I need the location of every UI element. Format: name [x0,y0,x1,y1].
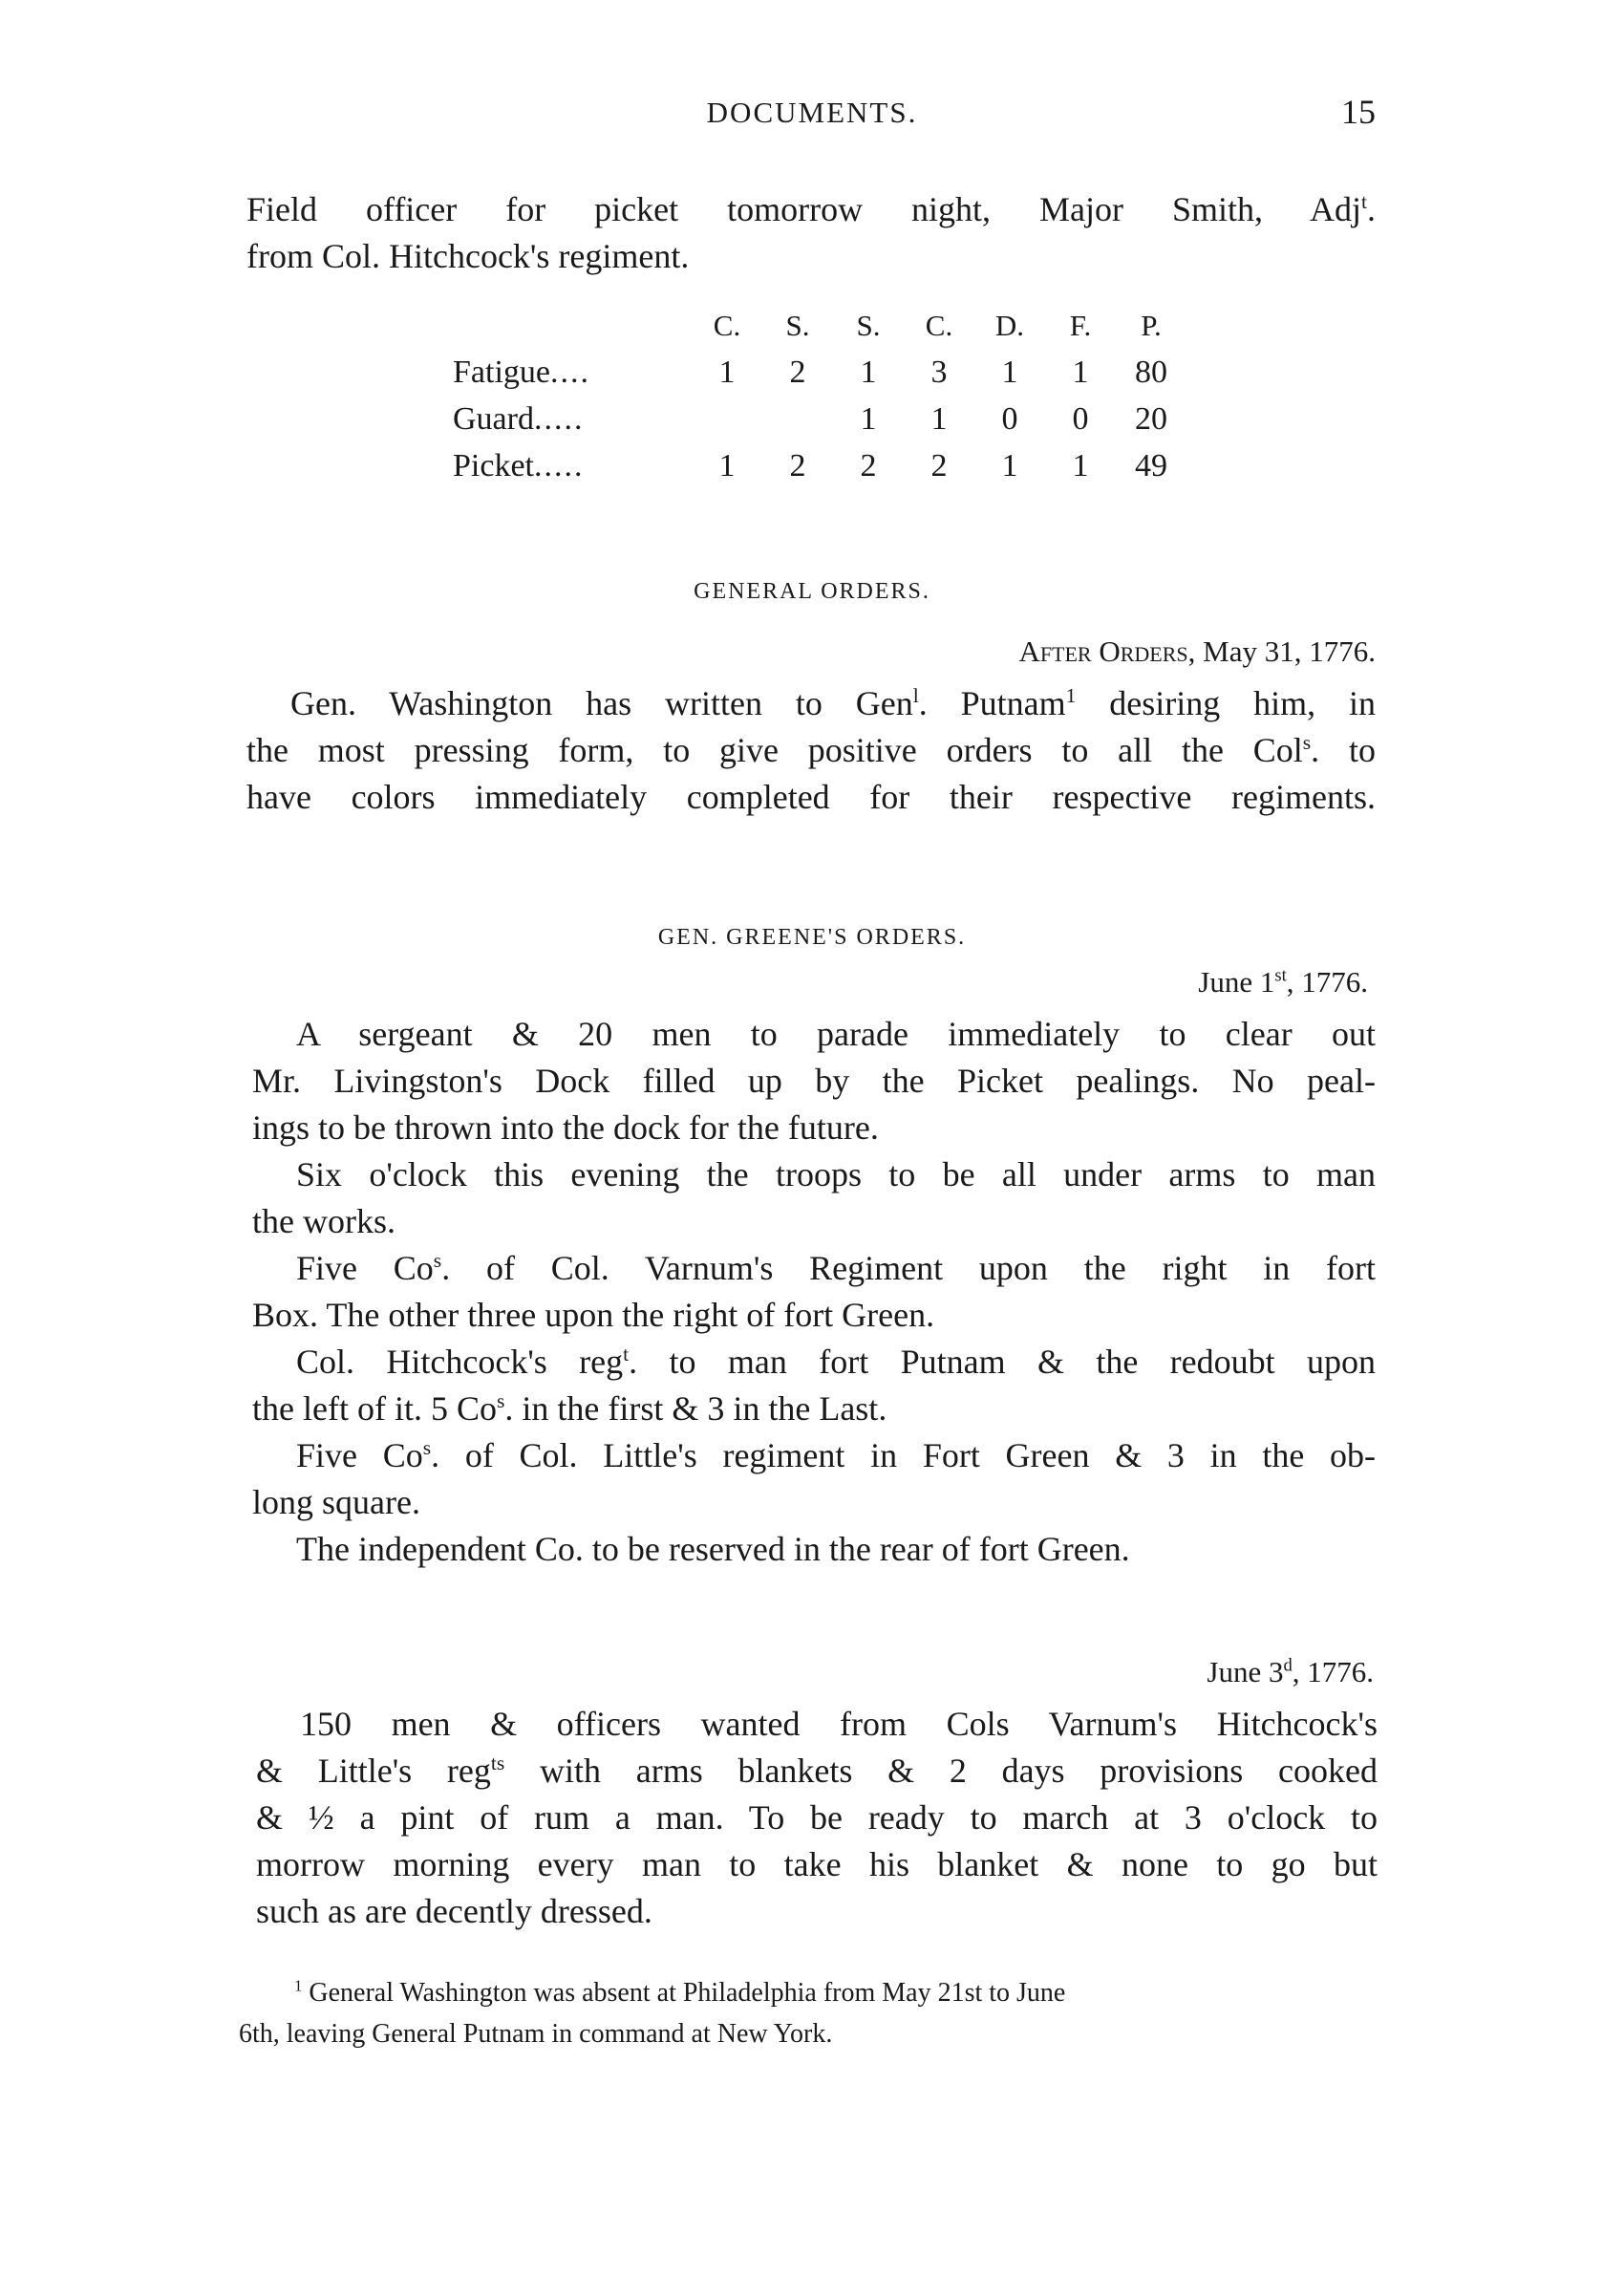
p2-line-2: the works. [252,1202,395,1240]
j3-line-3: & ½ a pint of rum a man. To be ready to march at 3 o'clock to [256,1798,1378,1837]
p3-line-1: Five Co$^s$. of Col. Varnum's Regiment upon the right in fort [296,1249,1376,1287]
table-cell: 1 [1072,354,1089,390]
after-orders-dateline: After Orders, May 31, 1776. [1018,634,1376,668]
go-line-2: the most pressing form, to give positive orders to all the Col$^s$. to [246,731,1376,769]
returns-col-header: C. [925,308,953,342]
june1-dateline: June 1st, 1776. [1198,965,1368,999]
returns-col-header: F. [1069,308,1092,342]
table-cell: 20 [1135,400,1167,437]
table-cell: 2 [789,447,806,484]
table-cell: 1 [860,400,877,437]
returns-col-header: P. [1141,308,1162,342]
table-cell: 2 [789,354,806,390]
table-row [453,349,1186,396]
returns-table [453,302,1186,489]
returns-header-row [453,302,1186,349]
table-cell: 1 [718,447,736,484]
returns-col-header: S. [856,308,881,342]
table-cell: 1 [860,354,877,390]
j3-line-5: such as are decently dressed. [256,1892,652,1930]
p1-line-2: Mr. Livingston's Dock filled up by the Picket pealings. No peal- [252,1062,1376,1100]
intro-line-2: from Col. Hitchcock's regiment. [246,237,690,275]
table-cell: 1 [930,400,948,437]
intro-paragraph [246,186,1376,280]
footnote-marker: 1 [294,1976,303,1995]
table-row [453,442,1186,489]
returns-col-header: S. [785,308,810,342]
intro-line-1: Field officer for picket tomorrow night, Major Smith, Adj$^t$. [246,190,1376,228]
p5-line-1: Five Co$^s$. of Col. Little's regiment in Fort Green & 3 in the ob- [296,1436,1377,1474]
j3-line-4: morrow morning every man to take his blanket & none to go but [256,1845,1378,1883]
returns-header-blank [453,302,692,349]
running-head [248,93,1376,143]
general-orders-paragraph [246,680,1376,821]
greene-orders-body [252,1011,1376,1573]
j3-line-1: 150 men & officers wanted from Cols Varnum's Hitchcock's [300,1705,1378,1743]
go-line-1: Gen. Washington has written to Gen$^l$. Putnam$^1$ desiring him, in [290,684,1376,722]
footnote-ref: 1 [1065,684,1077,707]
table-cell: 1 [1001,354,1018,390]
p1-line-3: ings to be thrown into the dock for the future. [252,1108,879,1147]
footnote-line-1: $^1$ General Washington was absent at Philadelphia from May 21st to June [294,1976,1066,2008]
greene-orders-heading: GEN. GREENE'S ORDERS. [657,925,967,950]
table-cell: 49 [1135,447,1167,484]
go-line-3: have colors immediately completed for their respective regiments. [246,778,1376,816]
running-title: DOCUMENTS. [706,96,918,129]
footnote-line-2: 6th, leaving General Putnam in command at New York. [239,2019,833,2049]
table-cell: 2 [860,447,877,484]
row-label: Guard..... [453,400,585,437]
table-cell: 1 [1001,447,1018,484]
table-cell: 2 [930,447,948,484]
table-cell: 1 [1072,447,1089,484]
table-cell: 1 [718,354,736,390]
p4-line-2: the left of it. 5 Co$^s$. in the first & 3 in the Last. [252,1389,887,1428]
j3-line-2: & Little's reg$^{ts}$ with arms blankets & 2 days provisions cooked [256,1752,1378,1790]
table-cell [692,396,762,442]
june3-dateline: June 3$^d$, 1776. [1207,1655,1374,1688]
table-cell [762,396,833,442]
footnote [239,1972,1385,2054]
table-cell: 0 [1001,400,1018,437]
returns-col-header: C. [713,308,741,342]
p6-line-1: The independent Co. to be reserved in the rear of fort Green. [296,1530,1130,1568]
june3-paragraph [256,1701,1378,1935]
table-cell: 0 [1072,400,1089,437]
p2-line-1: Six o'clock this evening the troops to be all under arms to man [296,1155,1376,1193]
returns-col-header: D. [994,308,1025,342]
row-label: Picket..... [453,447,585,484]
page-number: 15 [1341,93,1376,131]
table-cell: 80 [1135,354,1167,390]
p3-line-2: Box. The other three upon the right of fort Green. [252,1296,935,1334]
p4-line-1: Col. Hitchcock's reg$^t$. to man fort Putnam & the redoubt upon [296,1343,1376,1381]
general-orders-heading: GENERAL ORDERS. [694,579,930,604]
p5-line-2: long square. [252,1483,420,1521]
table-row [453,396,1186,442]
table-cell: 3 [930,354,948,390]
p1-line-1: A sergeant & 20 men to parade immediately to clear out [296,1015,1376,1053]
row-label: Fatigue.... [453,354,590,390]
